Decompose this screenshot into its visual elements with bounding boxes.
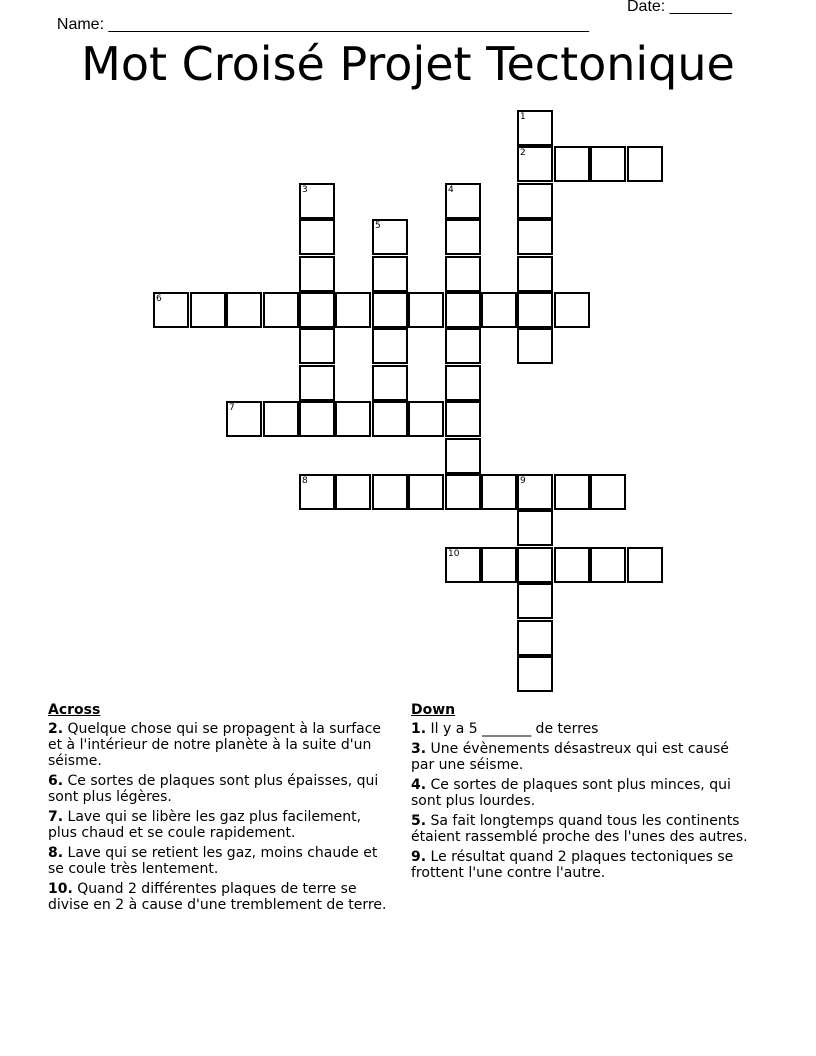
grid-cell[interactable] xyxy=(372,292,408,328)
grid-cell[interactable] xyxy=(299,256,335,292)
grid-cell[interactable] xyxy=(590,547,626,583)
grid-cell[interactable] xyxy=(408,474,444,510)
clue-number: 4 xyxy=(448,185,454,195)
date-field[interactable]: Date: _______ xyxy=(627,0,732,15)
grid-cell[interactable] xyxy=(263,292,299,328)
grid-cell[interactable] xyxy=(517,110,553,146)
grid-cell[interactable] xyxy=(517,219,553,255)
across-clues xyxy=(48,702,393,917)
grid-cell[interactable] xyxy=(335,292,371,328)
grid-cell[interactable] xyxy=(263,401,299,437)
grid-cell[interactable] xyxy=(481,292,517,328)
grid-cell[interactable] xyxy=(517,183,553,219)
grid-cell[interactable] xyxy=(153,292,189,328)
grid-cell[interactable] xyxy=(590,474,626,510)
grid-cell[interactable] xyxy=(190,292,226,328)
across-heading: Across xyxy=(48,702,101,718)
grid-cell[interactable] xyxy=(372,401,408,437)
clue-number: 5 xyxy=(375,221,381,231)
grid-cell[interactable] xyxy=(517,547,553,583)
page-title: Mot Croisé Projet Tectonique xyxy=(81,37,735,91)
down-heading: Down xyxy=(411,702,456,718)
clue-across-2: 2. Quelque chose qui se propagent à la surface et à l'intérieur de notre planète à la suite d'un séisme. xyxy=(48,721,382,769)
grid-cell[interactable] xyxy=(481,547,517,583)
grid-cell[interactable] xyxy=(517,510,553,546)
grid-cell[interactable] xyxy=(226,401,262,437)
grid-cell[interactable] xyxy=(445,219,481,255)
clue-down-5: 5. Sa fait longtemps quand tous les continents étaient rassemblé proche des l'unes des autres. xyxy=(411,813,748,845)
grid-cell[interactable] xyxy=(517,328,553,364)
grid-cell[interactable] xyxy=(372,219,408,255)
clue-across-7: 7. Lave qui se libère les gaz plus facilement, plus chaud et se coule rapidement. xyxy=(48,809,362,841)
grid-cell[interactable] xyxy=(445,183,481,219)
clue-number: 9 xyxy=(520,476,526,486)
grid-cell[interactable] xyxy=(517,146,553,182)
grid-cell[interactable] xyxy=(517,656,553,692)
grid-cell[interactable] xyxy=(554,547,590,583)
grid-cell[interactable] xyxy=(554,292,590,328)
grid-cell[interactable] xyxy=(627,547,663,583)
grid-cell[interactable] xyxy=(517,474,553,510)
grid-cell[interactable] xyxy=(299,365,335,401)
grid-cell[interactable] xyxy=(372,328,408,364)
clue-number: 1 xyxy=(520,112,526,122)
grid-cell[interactable] xyxy=(299,474,335,510)
grid-cell[interactable] xyxy=(554,474,590,510)
clue-across-8: 8. Lave qui se retient les gaz, moins chaude et se coule très lentement. xyxy=(48,845,378,877)
grid-cell[interactable] xyxy=(299,328,335,364)
grid-cell[interactable] xyxy=(335,474,371,510)
grid-cell[interactable] xyxy=(372,256,408,292)
clue-down-9: 9. Le résultat quand 2 plaques tectoniques se frottent l'une contre l'autre. xyxy=(411,849,734,881)
grid-cell[interactable] xyxy=(372,365,408,401)
grid-cell[interactable] xyxy=(299,219,335,255)
clue-down-1: 1. Il y a 5 _______ de terres xyxy=(411,721,599,737)
grid-cell[interactable] xyxy=(445,547,481,583)
grid-cell[interactable] xyxy=(335,401,371,437)
clue-down-4: 4. Ce sortes de plaques sont plus minces, qui sont plus lourdes. xyxy=(411,777,731,809)
grid-cell[interactable] xyxy=(445,365,481,401)
clue-down-3: 3. Une évènements désastreux qui est causé par une séisme. xyxy=(411,741,729,773)
grid-cell[interactable] xyxy=(445,438,481,474)
clue-number: 6 xyxy=(156,294,162,304)
down-clues xyxy=(411,702,756,885)
grid-cell[interactable] xyxy=(517,620,553,656)
grid-cell[interactable] xyxy=(408,401,444,437)
grid-cell[interactable] xyxy=(445,256,481,292)
grid-cell[interactable] xyxy=(299,183,335,219)
clue-number: 3 xyxy=(302,185,308,195)
grid-cell[interactable] xyxy=(445,401,481,437)
grid-cell[interactable] xyxy=(226,292,262,328)
grid-cell[interactable] xyxy=(517,256,553,292)
grid-cell[interactable] xyxy=(590,146,626,182)
clue-across-10: 10. Quand 2 différentes plaques de terre se divise en 2 à cause d'une tremblement de terre. xyxy=(48,881,387,913)
clue-number: 7 xyxy=(229,403,235,413)
grid-cell[interactable] xyxy=(445,328,481,364)
grid-cell[interactable] xyxy=(408,292,444,328)
clue-number: 10 xyxy=(448,549,460,559)
grid-cell[interactable] xyxy=(627,146,663,182)
grid-cell[interactable] xyxy=(299,401,335,437)
clue-across-6: 6. Ce sortes de plaques sont plus épaisses, qui sont plus légères. xyxy=(48,773,379,805)
clue-number: 2 xyxy=(520,148,526,158)
grid-cell[interactable] xyxy=(372,474,408,510)
grid-cell[interactable] xyxy=(445,474,481,510)
grid-cell[interactable] xyxy=(299,292,335,328)
grid-cell[interactable] xyxy=(445,292,481,328)
grid-cell[interactable] xyxy=(517,292,553,328)
name-field[interactable]: Name: ______________________________________________________ xyxy=(56,16,589,33)
grid-cell[interactable] xyxy=(517,583,553,619)
grid-cell[interactable] xyxy=(481,474,517,510)
clue-number: 8 xyxy=(302,476,308,486)
grid-cell[interactable] xyxy=(554,146,590,182)
